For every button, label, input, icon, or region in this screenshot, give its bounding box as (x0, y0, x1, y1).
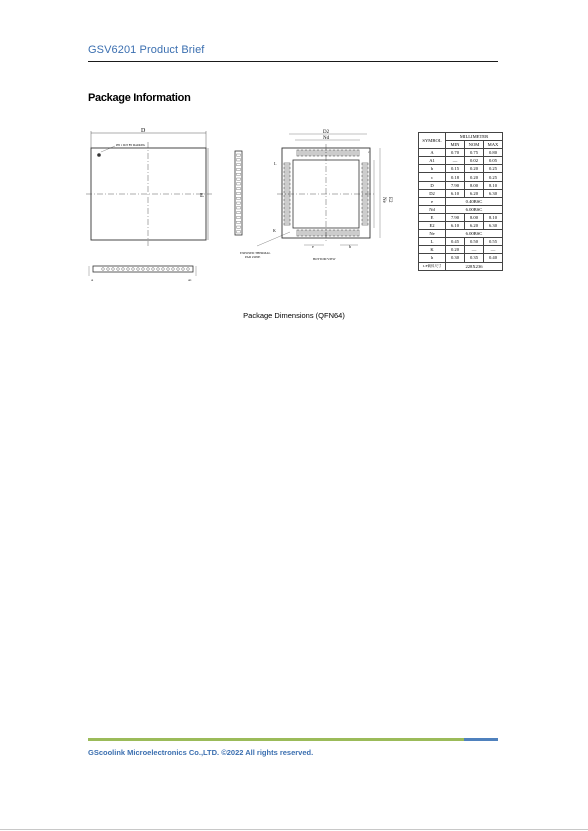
pin-pad (284, 171, 290, 173)
pin-pad (362, 215, 368, 217)
pin-pad (284, 207, 290, 209)
pin-pad (313, 150, 315, 156)
value-cell-nom: 6.20 (465, 189, 484, 197)
value-cell-min: 0.70 (446, 149, 465, 157)
pin-pad (305, 230, 307, 236)
table-header-unit: MILLIMETER (446, 133, 503, 141)
side-pin (162, 268, 165, 271)
side-view-vertical (235, 151, 242, 235)
figure-caption: Package Dimensions (QFN64) (243, 311, 345, 320)
side-pin (147, 268, 150, 271)
strip-pin (237, 164, 241, 166)
side-pin (117, 268, 120, 271)
top-view (86, 128, 212, 246)
value-cell-nom: 0.50 (465, 238, 484, 246)
pin1-note: PIN 1 DOT BY MARKING (116, 144, 146, 147)
a-label: A (91, 278, 94, 282)
e2-label: E2 (387, 197, 392, 203)
pin-pad (345, 150, 347, 156)
pin-pad (301, 230, 303, 236)
value-cell-nom: 0.75 (465, 149, 484, 157)
side-view (89, 266, 196, 282)
pin-pad (321, 150, 323, 156)
table-row (419, 173, 503, 181)
footer-copyright: GScoolink Microelectronics Co.,LTD. ©2022 All rights reserved. (88, 748, 314, 757)
pin-pad (362, 163, 368, 165)
value-cell: 6.00BSC (446, 205, 503, 213)
e-side-label: E (200, 193, 204, 199)
pin-pad (284, 175, 290, 177)
pin-pad (284, 211, 290, 213)
pin-pad (301, 150, 303, 156)
value-cell-min: 0.45 (446, 238, 465, 246)
table-row (419, 181, 503, 189)
side-pin (122, 268, 125, 271)
footer-rule-green (88, 738, 464, 741)
value-cell: 6.00BSC (446, 230, 503, 238)
strip-pin (237, 197, 241, 199)
strip-pin (237, 183, 241, 185)
a1-label: A1 (188, 278, 192, 282)
pin-pad (349, 150, 351, 156)
exposed-pad-note-1: EXPOSED THERMAL (240, 251, 271, 255)
value-cell-min: 7.90 (446, 181, 465, 189)
table-row (419, 254, 503, 262)
symbol-cell: e (419, 197, 446, 205)
pin-pad (341, 230, 343, 236)
value-cell-max: 0.25 (484, 173, 503, 181)
table-row (419, 189, 503, 197)
side-pin (107, 268, 110, 271)
pin-pad (333, 230, 335, 236)
symbol-cell: K (419, 246, 446, 254)
value-cell-max: 0.80 (484, 149, 503, 157)
table-footer-value: 228X236 (446, 262, 503, 270)
value-cell-min: 0.18 (446, 173, 465, 181)
pin-pad (309, 230, 311, 236)
pin-pad (284, 187, 290, 189)
symbol-cell: A (419, 149, 446, 157)
pin-pad (284, 183, 290, 185)
strip-pin (237, 216, 241, 218)
pitch-label: e (312, 244, 314, 249)
strip-pin (237, 178, 241, 180)
table-row (419, 165, 503, 173)
pin-pad (284, 191, 290, 193)
symbol-cell: E (419, 213, 446, 221)
strip-pin (237, 231, 241, 233)
table-row (419, 238, 503, 246)
value-cell-min: 6.10 (446, 189, 465, 197)
pin-pad (362, 203, 368, 205)
pin-pad (284, 167, 290, 169)
value-cell-min: 6.10 (446, 222, 465, 230)
pin-pad (284, 195, 290, 197)
section-title: Package Information (88, 92, 191, 104)
b-label: b (349, 244, 351, 249)
value-cell-min: 0.15 (446, 165, 465, 173)
table-header-max: MAX (484, 141, 503, 149)
pin-pad (362, 199, 368, 201)
pin-pad (362, 223, 368, 225)
side-pin (182, 268, 185, 271)
symbol-cell: L (419, 238, 446, 246)
value-cell-nom: 6.20 (465, 222, 484, 230)
pin-pad (362, 191, 368, 193)
pin-pad (362, 207, 368, 209)
pin-pad (362, 183, 368, 185)
symbol-cell: c (419, 173, 446, 181)
strip-pin (237, 226, 241, 228)
value-cell-max: 0.25 (484, 165, 503, 173)
strip-pin (237, 192, 241, 194)
table-footer-symbol: L/F载体尺寸 (419, 262, 446, 270)
pin-pad (297, 150, 299, 156)
pin-pad (357, 150, 359, 156)
strip-pin (237, 207, 241, 209)
exposed-pad-note-2: PAD ZONE (245, 255, 261, 259)
d-label: D (141, 128, 146, 134)
pin-pad (362, 219, 368, 221)
pin-pad (284, 223, 290, 225)
value-cell: 0.40BSC (446, 197, 503, 205)
value-cell-nom: 8.00 (465, 181, 484, 189)
strip-pin (237, 159, 241, 161)
pin-pad (309, 150, 311, 156)
strip-pin (237, 221, 241, 223)
table-header-min: MIN (446, 141, 465, 149)
pin-pad (345, 230, 347, 236)
side-pin (152, 268, 155, 271)
pin-pad (362, 171, 368, 173)
symbol-cell: D2 (419, 189, 446, 197)
value-cell-nom: 0.20 (465, 165, 484, 173)
table-row (419, 246, 503, 254)
pin-pad (329, 150, 331, 156)
value-cell-nom: 0.02 (465, 157, 484, 165)
side-pin (142, 268, 145, 271)
symbol-cell: D (419, 181, 446, 189)
document-title: GSV6201 Product Brief (88, 44, 205, 56)
value-cell-max: 8.10 (484, 181, 503, 189)
side-pin (167, 268, 170, 271)
bottom-view-label: BOTTOM VIEW (313, 257, 336, 261)
pin-pad (317, 230, 319, 236)
value-cell-nom: 0.35 (465, 254, 484, 262)
side-pin (157, 268, 160, 271)
c-label: c (368, 150, 370, 154)
strip-pin (237, 173, 241, 175)
value-cell-min: 7.90 (446, 213, 465, 221)
pin-pad (353, 150, 355, 156)
k-label: K (273, 228, 276, 233)
side-pin (132, 268, 135, 271)
l-label: L (274, 161, 277, 166)
page-edge (0, 829, 588, 830)
strip-pin (237, 188, 241, 190)
table-row (419, 230, 503, 238)
pin-pad (317, 150, 319, 156)
symbol-cell: b (419, 165, 446, 173)
symbol-cell: Nd (419, 205, 446, 213)
bottom-view (240, 130, 392, 261)
table-row (419, 157, 503, 165)
d2-label: D2 (323, 130, 330, 135)
pin-pad (284, 219, 290, 221)
footer-rule-blue (464, 738, 498, 741)
pin-pad (353, 230, 355, 236)
side-pin (102, 268, 105, 271)
pin-pad (362, 179, 368, 181)
strip-pin (237, 168, 241, 170)
side-pin (172, 268, 175, 271)
value-cell-max: 6.30 (484, 189, 503, 197)
pin-pad (362, 187, 368, 189)
pin-pad (337, 230, 339, 236)
side-pin (137, 268, 140, 271)
strip-pin (237, 202, 241, 204)
pin-pad (313, 230, 315, 236)
value-cell-min: — (446, 157, 465, 165)
pin-pad (362, 195, 368, 197)
value-cell-min: 0.30 (446, 254, 465, 262)
side-pin (112, 268, 115, 271)
pin-pad (305, 150, 307, 156)
pin-pad (284, 199, 290, 201)
table-row (419, 197, 503, 205)
side-pin (187, 268, 190, 271)
pin-pad (362, 167, 368, 169)
ne-label: Ne (381, 197, 386, 203)
strip-pin (237, 212, 241, 214)
pin-pad (357, 230, 359, 236)
table-row (419, 213, 503, 221)
pin-pad (284, 179, 290, 181)
value-cell-max: 0.40 (484, 254, 503, 262)
strip-pin (237, 154, 241, 156)
pin-pad (333, 150, 335, 156)
symbol-cell: h (419, 254, 446, 262)
side-pin (177, 268, 180, 271)
pin-pad (341, 150, 343, 156)
pin-pad (337, 150, 339, 156)
pin-pad (284, 163, 290, 165)
value-cell-min: 0.20 (446, 246, 465, 254)
symbol-cell: A1 (419, 157, 446, 165)
pin-pad (284, 203, 290, 205)
pin-pad (284, 215, 290, 217)
value-cell-max: — (484, 246, 503, 254)
pin-pad (362, 175, 368, 177)
pin-pad (321, 230, 323, 236)
pin-pad (349, 230, 351, 236)
dimension-table (418, 132, 503, 271)
side-pin (127, 268, 130, 271)
value-cell-nom: 8.00 (465, 213, 484, 221)
table-row (419, 205, 503, 213)
value-cell-max: 6.30 (484, 222, 503, 230)
pin-pad (297, 230, 299, 236)
nd-label: Nd (323, 136, 330, 141)
value-cell-max: 0.55 (484, 238, 503, 246)
pin-pad (362, 211, 368, 213)
symbol-cell: E2 (419, 222, 446, 230)
value-cell-nom: 0.20 (465, 173, 484, 181)
table-header-nom: NOM (465, 141, 484, 149)
value-cell-max: 8.10 (484, 213, 503, 221)
table-row (419, 149, 503, 157)
value-cell-nom: — (465, 246, 484, 254)
pin-pad (329, 230, 331, 236)
value-cell-max: 0.05 (484, 157, 503, 165)
table-header-symbol: SYMBOL (419, 133, 446, 149)
table-row (419, 222, 503, 230)
symbol-cell: Ne (419, 230, 446, 238)
